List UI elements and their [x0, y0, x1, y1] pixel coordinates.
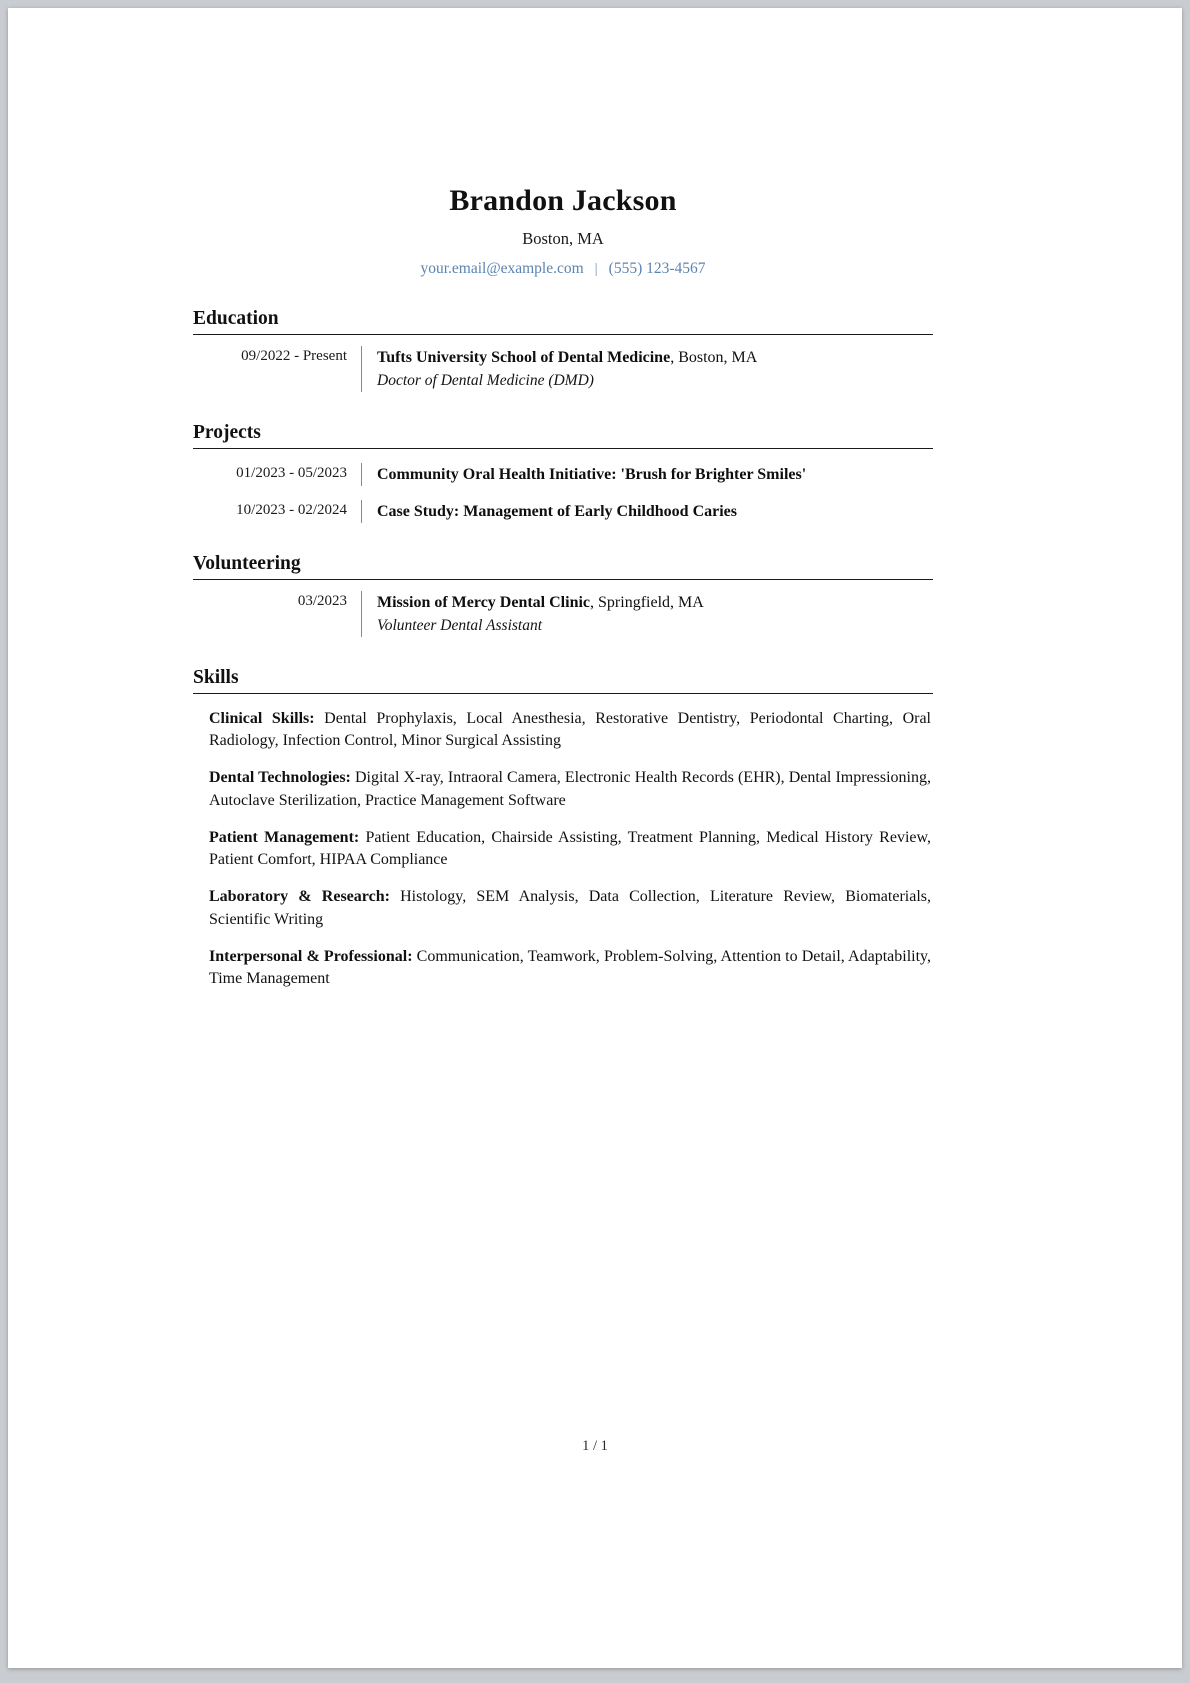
- section-rule-education: [193, 334, 933, 335]
- entry-date: 03/2023: [297, 592, 347, 609]
- contact-separator: |: [594, 260, 598, 277]
- entry-body: [362, 463, 933, 486]
- entry-location: , Springfield, MA: [590, 593, 704, 611]
- entry-subtitle: Volunteer Dental Assistant: [377, 616, 543, 634]
- header-location: Boston, MA: [522, 229, 604, 248]
- section-rule-skills: [193, 693, 933, 694]
- skill-category: Laboratory & Research:: [209, 888, 390, 906]
- entry-body: [362, 500, 933, 523]
- project-entry: [193, 500, 933, 523]
- section-education: [193, 308, 933, 392]
- entry-date: 09/2022 - Present: [241, 347, 347, 364]
- entry-organization: Tufts University School of Dental Medicine: [377, 348, 671, 366]
- entry-date: 01/2023 - 05/2023: [236, 464, 347, 481]
- volunteering-entry: [193, 591, 933, 638]
- section-rule-volunteering: [193, 579, 933, 580]
- section-title-projects: Projects: [193, 422, 261, 444]
- skill-items: Patient Education, Chairside Assisting, Treatment Planning, Medical History Review, Patient Comfort, HIPAA Compliance: [209, 828, 932, 869]
- entry-heading: [377, 346, 933, 369]
- resume-page: [8, 8, 1182, 1668]
- section-title-volunteering: Volunteering: [193, 553, 301, 575]
- entry-organization: Community Oral Health Initiative: 'Brush for Brighter Smiles': [377, 465, 807, 483]
- skill-category: Patient Management:: [209, 828, 360, 846]
- section-rule-projects: [193, 448, 933, 449]
- section-skills: [193, 667, 933, 991]
- email-link[interactable]: your.email@example.com: [420, 259, 584, 277]
- skill-category: Interpersonal & Professional:: [209, 947, 413, 965]
- phone-link[interactable]: (555) 123-4567: [608, 259, 706, 277]
- skill-items: Digital X-ray, Intraoral Camera, Electronic Health Records (EHR), Dental Impressioning, Autoclave Sterilization, Practice Management Software: [209, 769, 932, 809]
- skills-list: [193, 708, 933, 991]
- page-indicator: 1 / 1: [582, 1438, 608, 1454]
- entry-heading: [377, 500, 933, 523]
- page-title: Brandon Jackson: [449, 184, 677, 217]
- section-projects: [193, 422, 933, 523]
- skill-category: Clinical Skills:: [209, 709, 315, 727]
- education-entry: [193, 346, 933, 393]
- entry-heading: [377, 591, 933, 614]
- entry-organization: Case Study: Management of Early Childhood Caries: [377, 503, 738, 521]
- skill-row: [209, 767, 931, 812]
- entry-location: , Boston, MA: [670, 348, 758, 366]
- entry-organization: Mission of Mercy Dental Clinic: [377, 593, 591, 611]
- section-volunteering: [193, 553, 933, 637]
- header-contact-row: [193, 260, 933, 279]
- skill-items: Communication, Teamwork, Problem-Solving, Attention to Detail, Adaptability, Time Management: [209, 947, 931, 988]
- skill-row: [209, 708, 931, 753]
- project-entry: [193, 463, 933, 486]
- entry-date: 10/2023 - 02/2024: [236, 502, 347, 519]
- entry-body: [362, 346, 933, 393]
- skill-row: [209, 827, 931, 872]
- entry-subtitle: Doctor of Dental Medicine (DMD): [377, 372, 594, 389]
- section-title-education: Education: [193, 308, 279, 330]
- resume-content: [193, 8, 933, 991]
- skill-row: [209, 886, 931, 931]
- skill-row: [209, 946, 931, 991]
- section-title-skills: Skills: [193, 667, 239, 689]
- entry-heading: [377, 463, 933, 486]
- skill-category: Dental Technologies:: [209, 769, 351, 787]
- skill-items: Dental Prophylaxis, Local Anesthesia, Restorative Dentistry, Periodontal Charting, Oral Radiology, Infection Control, Minor Surgical Assisting: [209, 709, 932, 750]
- skill-items: Histology, SEM Analysis, Data Collection, Literature Review, Biomaterials, Scientific Writing: [209, 888, 931, 928]
- entry-body: [362, 591, 933, 638]
